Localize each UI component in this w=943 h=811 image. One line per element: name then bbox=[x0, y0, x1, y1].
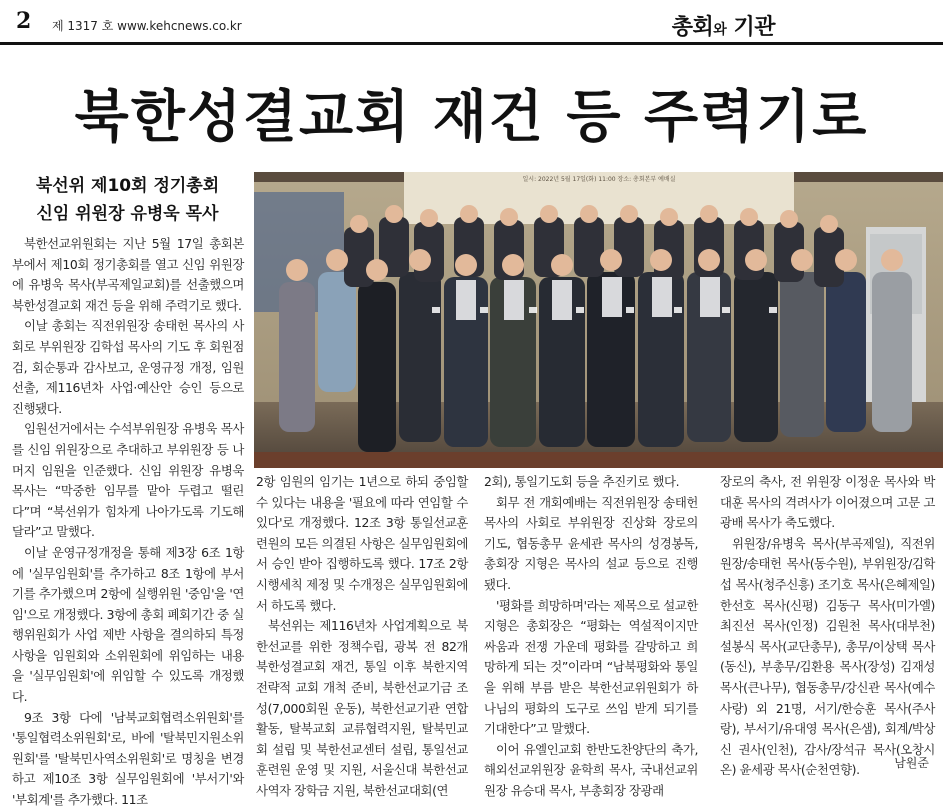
subheadline bbox=[0, 172, 255, 228]
article-paragraph: 회무 전 개회예배는 직전위원장 송태헌 목사의 사회로 부위원장 진상화 장로의 기도, 협동총무 윤세관 목사의 성경봉독, 총회장 지형은 목사의 설교 등으로 진행됐다. bbox=[484, 494, 698, 592]
section-title-conj: 와 bbox=[713, 22, 727, 38]
group-photo bbox=[254, 172, 943, 468]
article-paragraph: 9조 3항 다에 '남북교회협력소위원회'를 '통일협력소위원회'로, 바에 '탈북민지원소위원회'를 '탈북민사역소위원회'로 명칭을 변경하고 제10조 3항 실무임원회에 '부서기'와 '부회계'를 추가했다. 11조 bbox=[12, 709, 244, 808]
group-photo-image bbox=[254, 172, 943, 468]
header-rule bbox=[0, 42, 943, 45]
article-paragraph: 이날 운영규정개정을 통해 제3장 6조 1항에 '실무임원회'를 추가하고 8조 1항에 부서기를 추가했으며 2항에 실행위원 '중임'을 '연임'으로 개정했다. 3항에 총회 폐회기간 중 실행위원회가 사업 제반 사항을 결의하되 특정사항을 임원회와 소위원회에 위임하는 내용을 '실무임원회'에 위임할 수 있도록 개정했다. bbox=[12, 544, 244, 705]
article-column-2 bbox=[256, 472, 468, 798]
article-paragraph: 북한선교위원회는 지난 5월 17일 총회본부에서 제10회 정기총회를 열고 신임 위원장에 유병욱 목사(부곡제일교회)를 선출했으며 북한성결교회 재건 등을 위해 주력기로 했다. bbox=[12, 236, 244, 313]
article-paragraph: 위원장/유병욱 목사(부곡제일), 직전위원장/송태헌 목사(동수원), 부위원장/김학섭 목사(청주신흥) 조기호 목사(은혜제일) 한선호 목사(신평) 김동구 목사(미가엘) 최진선 목사(인정) 김원천 목사(대부천) 설봉식 목사(교단총무), 총무/이상택 목사(동신), 부총무/김환용 목사(장성) 김재성 목사(큰나무), 협동총무/강신관 목사(예수사랑) 외 21명, 서기/한승훈 목사(주사랑), 부서기/유대영 목사(은샘), 회계/박상신 권사(인천), 감사/장석규 목사(오창시온) 윤세광 목사(순천연향). bbox=[720, 535, 935, 778]
page-number: 2 bbox=[16, 8, 32, 34]
article-paragraph: 이날 총회는 직전위원장 송태헌 목사의 사회로 부위원장 김학섭 목사의 기도 후 회원점검, 회순통과 감사보고, 운영규정 개정, 임원선출, 제116년차 사업·예산안 승인 등으로 진행됐다. bbox=[12, 318, 244, 416]
headline: 북한성결교회 재건 등 주력기로 bbox=[74, 84, 869, 150]
article-paragraph: '평화를 희망하며'라는 제목으로 설교한 지형은 총회장은 “평화는 역설적이지만 싸움과 전쟁 가운데 평화를 갈망하고 희망하게 되는 것”이라며 “남북평화와 통일을 위해 부름 받은 북한선교위원회가 하나님의 평화의 도구로 쓰임 받게 되기를 기대한다”고 말했다. bbox=[484, 597, 698, 737]
section-title bbox=[672, 10, 775, 41]
article-paragraph: 북선위는 제116년차 사업계획으로 북한선교를 위한 정책수립, 광복 전 82개 북한성결교회 재건, 통일 이후 북한지역 전략적 교회 개척 준비, 북한선교기금 조성(7,000회원 운동), 북한선교기관 연합활동, 탈북교회 교류협력지원, 탈북민교회 설립 및 북한선교센터 설립, 통일선교훈련원 운영 및 지원, 서울신대 북한선교사역자 장학금 지원, 북한선교대회(연 bbox=[256, 618, 468, 798]
banner-text: 일시: 2022년 5월 17일(화) 11:00 장소: 총회본부 예배실 bbox=[522, 176, 676, 183]
article-column-1 bbox=[12, 234, 244, 808]
section-title-b: 기관 bbox=[733, 15, 775, 40]
issue-and-website: 제 1317 호 www.kehcnews.co.kr bbox=[52, 19, 242, 33]
article-paragraph: 2회), 통일기도회 등을 추진키로 했다. bbox=[484, 474, 680, 489]
page-header bbox=[0, 0, 943, 44]
article-paragraph: 임원선거에서는 수석부위원장 유병욱 목사를 신임 위원장으로 추대하고 부위원장 등 나머지 임원을 인준했다. 신임 위원장 유병욱 목사는 “막중한 임무를 맡아 두렵고 떨린다”며 “북선위가 힘차게 나아가도록 기도해달라”고 말했다. bbox=[12, 421, 244, 540]
subheadline-line-2: 신임 위원장 유병욱 목사 bbox=[36, 204, 219, 224]
article-paragraph: 이어 유엘인교회 한반도찬양단의 축가, 해외선교위원장 윤학희 목사, 국내선교위원장 유승대 목사, 부총회장 장광래 bbox=[484, 741, 698, 798]
article-column-3 bbox=[484, 472, 698, 798]
article-paragraph: 2항 임원의 임기는 1년으로 하되 중임할 수 있다는 내용을 '필요에 따라 연임할 수 있다'로 개정했다. 12조 3항 통일선교훈련원의 모든 의결된 사항은 실무임원회에서 승인 받아 집행하도록 했다. 17조 2항 시행세칙 제정 및 수개정은 실무임원회에서 하도록 했다. bbox=[256, 474, 468, 613]
subheadline-line-1: 북선위 제10회 정기총회 bbox=[35, 176, 220, 196]
section-title-a: 총회 bbox=[671, 15, 714, 40]
article-paragraph: 장로의 축사, 전 위원장 이정운 목사와 박대훈 목사의 격려사가 이어졌으며 고문 고광배 목사가 축도했다. bbox=[720, 474, 935, 531]
article-column-4 bbox=[720, 472, 935, 778]
byline: 남원준 bbox=[894, 756, 929, 770]
